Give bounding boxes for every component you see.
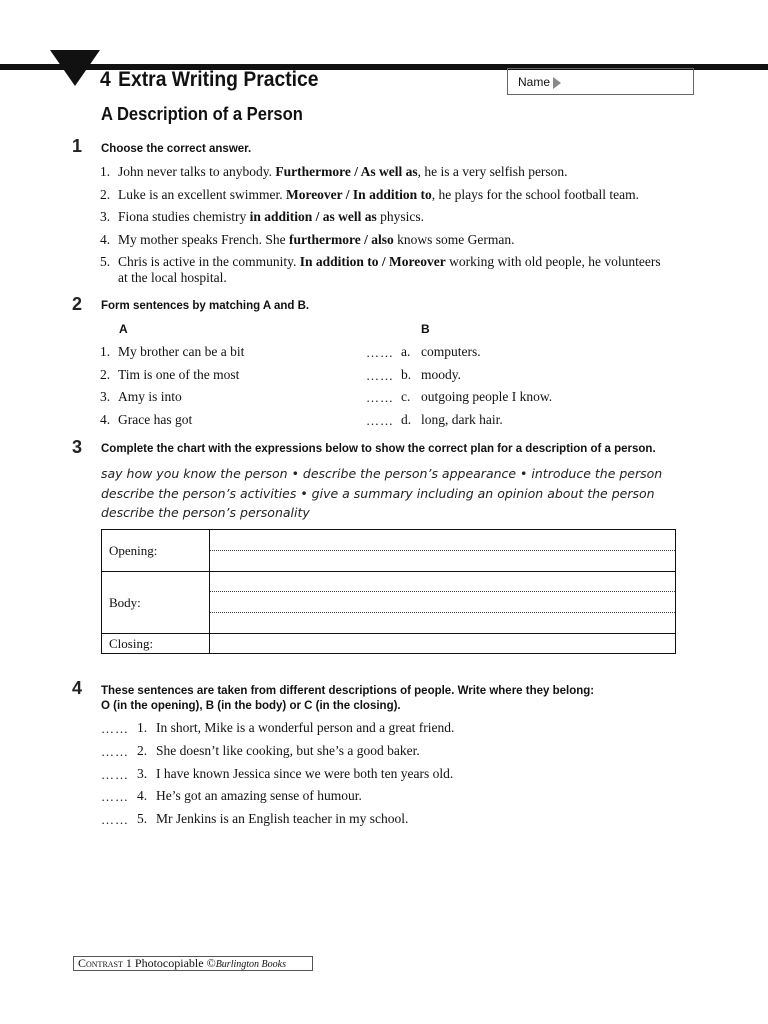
name-label: Name [518, 75, 551, 89]
match-letter: a. [401, 344, 411, 359]
section-4-instruction [101, 684, 594, 714]
item-text: John never talks to anybody. [118, 164, 276, 179]
item-number: 4. [100, 412, 111, 427]
answer-blank[interactable]: …… [101, 789, 129, 804]
item-text: Luke is an excellent swimmer. [118, 187, 286, 202]
match-a-text: Grace has got [118, 412, 193, 427]
item-number: 5. [100, 254, 111, 269]
item-number: 3. [137, 766, 148, 781]
item-options[interactable]: Moreover / In addition to [285, 187, 432, 202]
footer-level: 1 [125, 956, 132, 970]
chart-label-opening: Opening: [109, 543, 158, 558]
match-a-text: Tim is one of the most [118, 367, 240, 382]
item-text: knows some German. [393, 232, 515, 247]
answer-blank[interactable]: …… [366, 413, 394, 428]
answer-blank[interactable]: …… [366, 345, 394, 360]
sentence-text: I have known Jessica since we were both ten years old. [156, 766, 454, 781]
answer-blank[interactable]: …… [366, 368, 394, 383]
footer-photocopiable: Photocopiable [134, 956, 204, 970]
match-row-a [100, 344, 244, 360]
match-b-text: long, dark hair. [421, 412, 503, 427]
match-a-text: My brother can be a bit [118, 344, 245, 359]
item-options[interactable]: furthermore / also [288, 232, 394, 247]
arrow-right-icon [553, 77, 561, 89]
unit-title [100, 68, 319, 92]
section-1-item [100, 254, 661, 286]
match-row-a [100, 412, 192, 428]
item-number: 3. [100, 389, 111, 404]
item-options[interactable]: Furthermore / As well as [275, 164, 418, 179]
section-1-item [100, 164, 568, 180]
column-a-heading: A [119, 322, 128, 336]
answer-blank[interactable]: …… [101, 767, 129, 782]
item-number: 2. [100, 367, 111, 382]
section-3-instruction: Complete the chart with the expressions below to show the correct plan for a description of a person. [101, 443, 656, 455]
item-text-continued: at the local hospital. [118, 270, 227, 285]
page-subtitle: A Description of a Person [101, 104, 303, 124]
match-b-text: outgoing people I know. [421, 389, 553, 404]
item-text: My mother speaks French. She [118, 232, 289, 247]
match-row-a [100, 389, 182, 405]
match-b-text: computers. [421, 344, 481, 359]
sentence-text: Mr Jenkins is an English teacher in my school. [156, 811, 409, 826]
item-number: 2. [100, 187, 111, 202]
writing-line[interactable] [210, 612, 675, 613]
footer-copyright: © [206, 956, 216, 970]
chart-row-border [102, 571, 675, 572]
match-letter: b. [401, 367, 412, 382]
answer-blank[interactable]: …… [101, 721, 129, 736]
item-text: , he plays for the school football team. [431, 187, 640, 202]
chart-row-border [102, 633, 675, 634]
item-number: 4. [100, 232, 111, 247]
item-number: 3. [100, 209, 111, 224]
item-options[interactable]: In addition to / Moreover [299, 254, 446, 269]
expression-line: say how you know the person • describe the person’s appearance • introduce the person [101, 466, 663, 481]
item-text: Chris is active in the community. [118, 254, 300, 269]
match-row-a [100, 367, 239, 383]
item-number: 4. [137, 788, 148, 803]
column-b-heading: B [421, 322, 430, 336]
match-letter: c. [401, 389, 411, 404]
unit-title-text: Extra Writing Practice [118, 68, 319, 91]
instruction-line: These sentences are taken from different descriptions of people. Write where they belong: [101, 685, 595, 697]
triangle-marker-icon [50, 50, 100, 86]
writing-line[interactable] [210, 591, 675, 592]
item-options[interactable]: in addition / as well as [249, 209, 377, 224]
chart-label-body: Body: [109, 595, 141, 610]
answer-blank[interactable]: …… [366, 390, 394, 405]
item-text: physics. [376, 209, 425, 224]
name-field[interactable] [507, 68, 694, 95]
match-b-text: moody. [421, 367, 461, 382]
item-text: working with old people, he volunteers [445, 254, 661, 269]
item-number: 1. [100, 344, 111, 359]
chart-label-closing: Closing: [109, 636, 154, 651]
sentence-text: He’s got an amazing sense of humour. [156, 788, 362, 803]
section-3-number: 3 [72, 437, 83, 457]
match-a-text: Amy is into [118, 389, 182, 404]
item-text: Fiona studies chemistry [118, 209, 250, 224]
sentence-text: In short, Mike is a wonderful person and a great friend. [156, 720, 455, 735]
item-number: 1. [137, 720, 148, 735]
section-2-number: 2 [72, 294, 83, 314]
sentence-text: She doesn’t like cooking, but she’s a good baker. [156, 743, 420, 758]
footer-publisher: Burlington Books [215, 959, 286, 970]
footer-credit [73, 956, 313, 971]
answer-blank[interactable]: …… [101, 812, 129, 827]
section-2-instruction: Form sentences by matching A and B. [101, 300, 310, 312]
expression-line: describe the person’s activities • give a summary including an opinion about the person [101, 486, 655, 501]
item-number: 1. [100, 164, 111, 179]
section-1-instruction: Choose the correct answer. [101, 143, 252, 155]
item-number: 2. [137, 743, 148, 758]
section-1-item [100, 232, 514, 248]
footer-brand: Contrast [78, 956, 123, 970]
section-1-item [100, 209, 424, 225]
item-text: , he is a very selfish person. [417, 164, 568, 179]
section-1-number: 1 [72, 136, 83, 156]
section-4-number: 4 [72, 678, 83, 698]
item-number: 5. [137, 811, 148, 826]
match-letter: d. [401, 412, 412, 427]
answer-blank[interactable]: …… [101, 744, 129, 759]
writing-line[interactable] [210, 550, 675, 551]
expression-line: describe the person’s personality [101, 505, 310, 520]
unit-number: 4 [100, 68, 111, 91]
instruction-line: O (in the opening), B (in the body) or C (in the closing). [101, 700, 401, 712]
section-1-item [100, 187, 639, 203]
plan-chart [101, 529, 676, 654]
